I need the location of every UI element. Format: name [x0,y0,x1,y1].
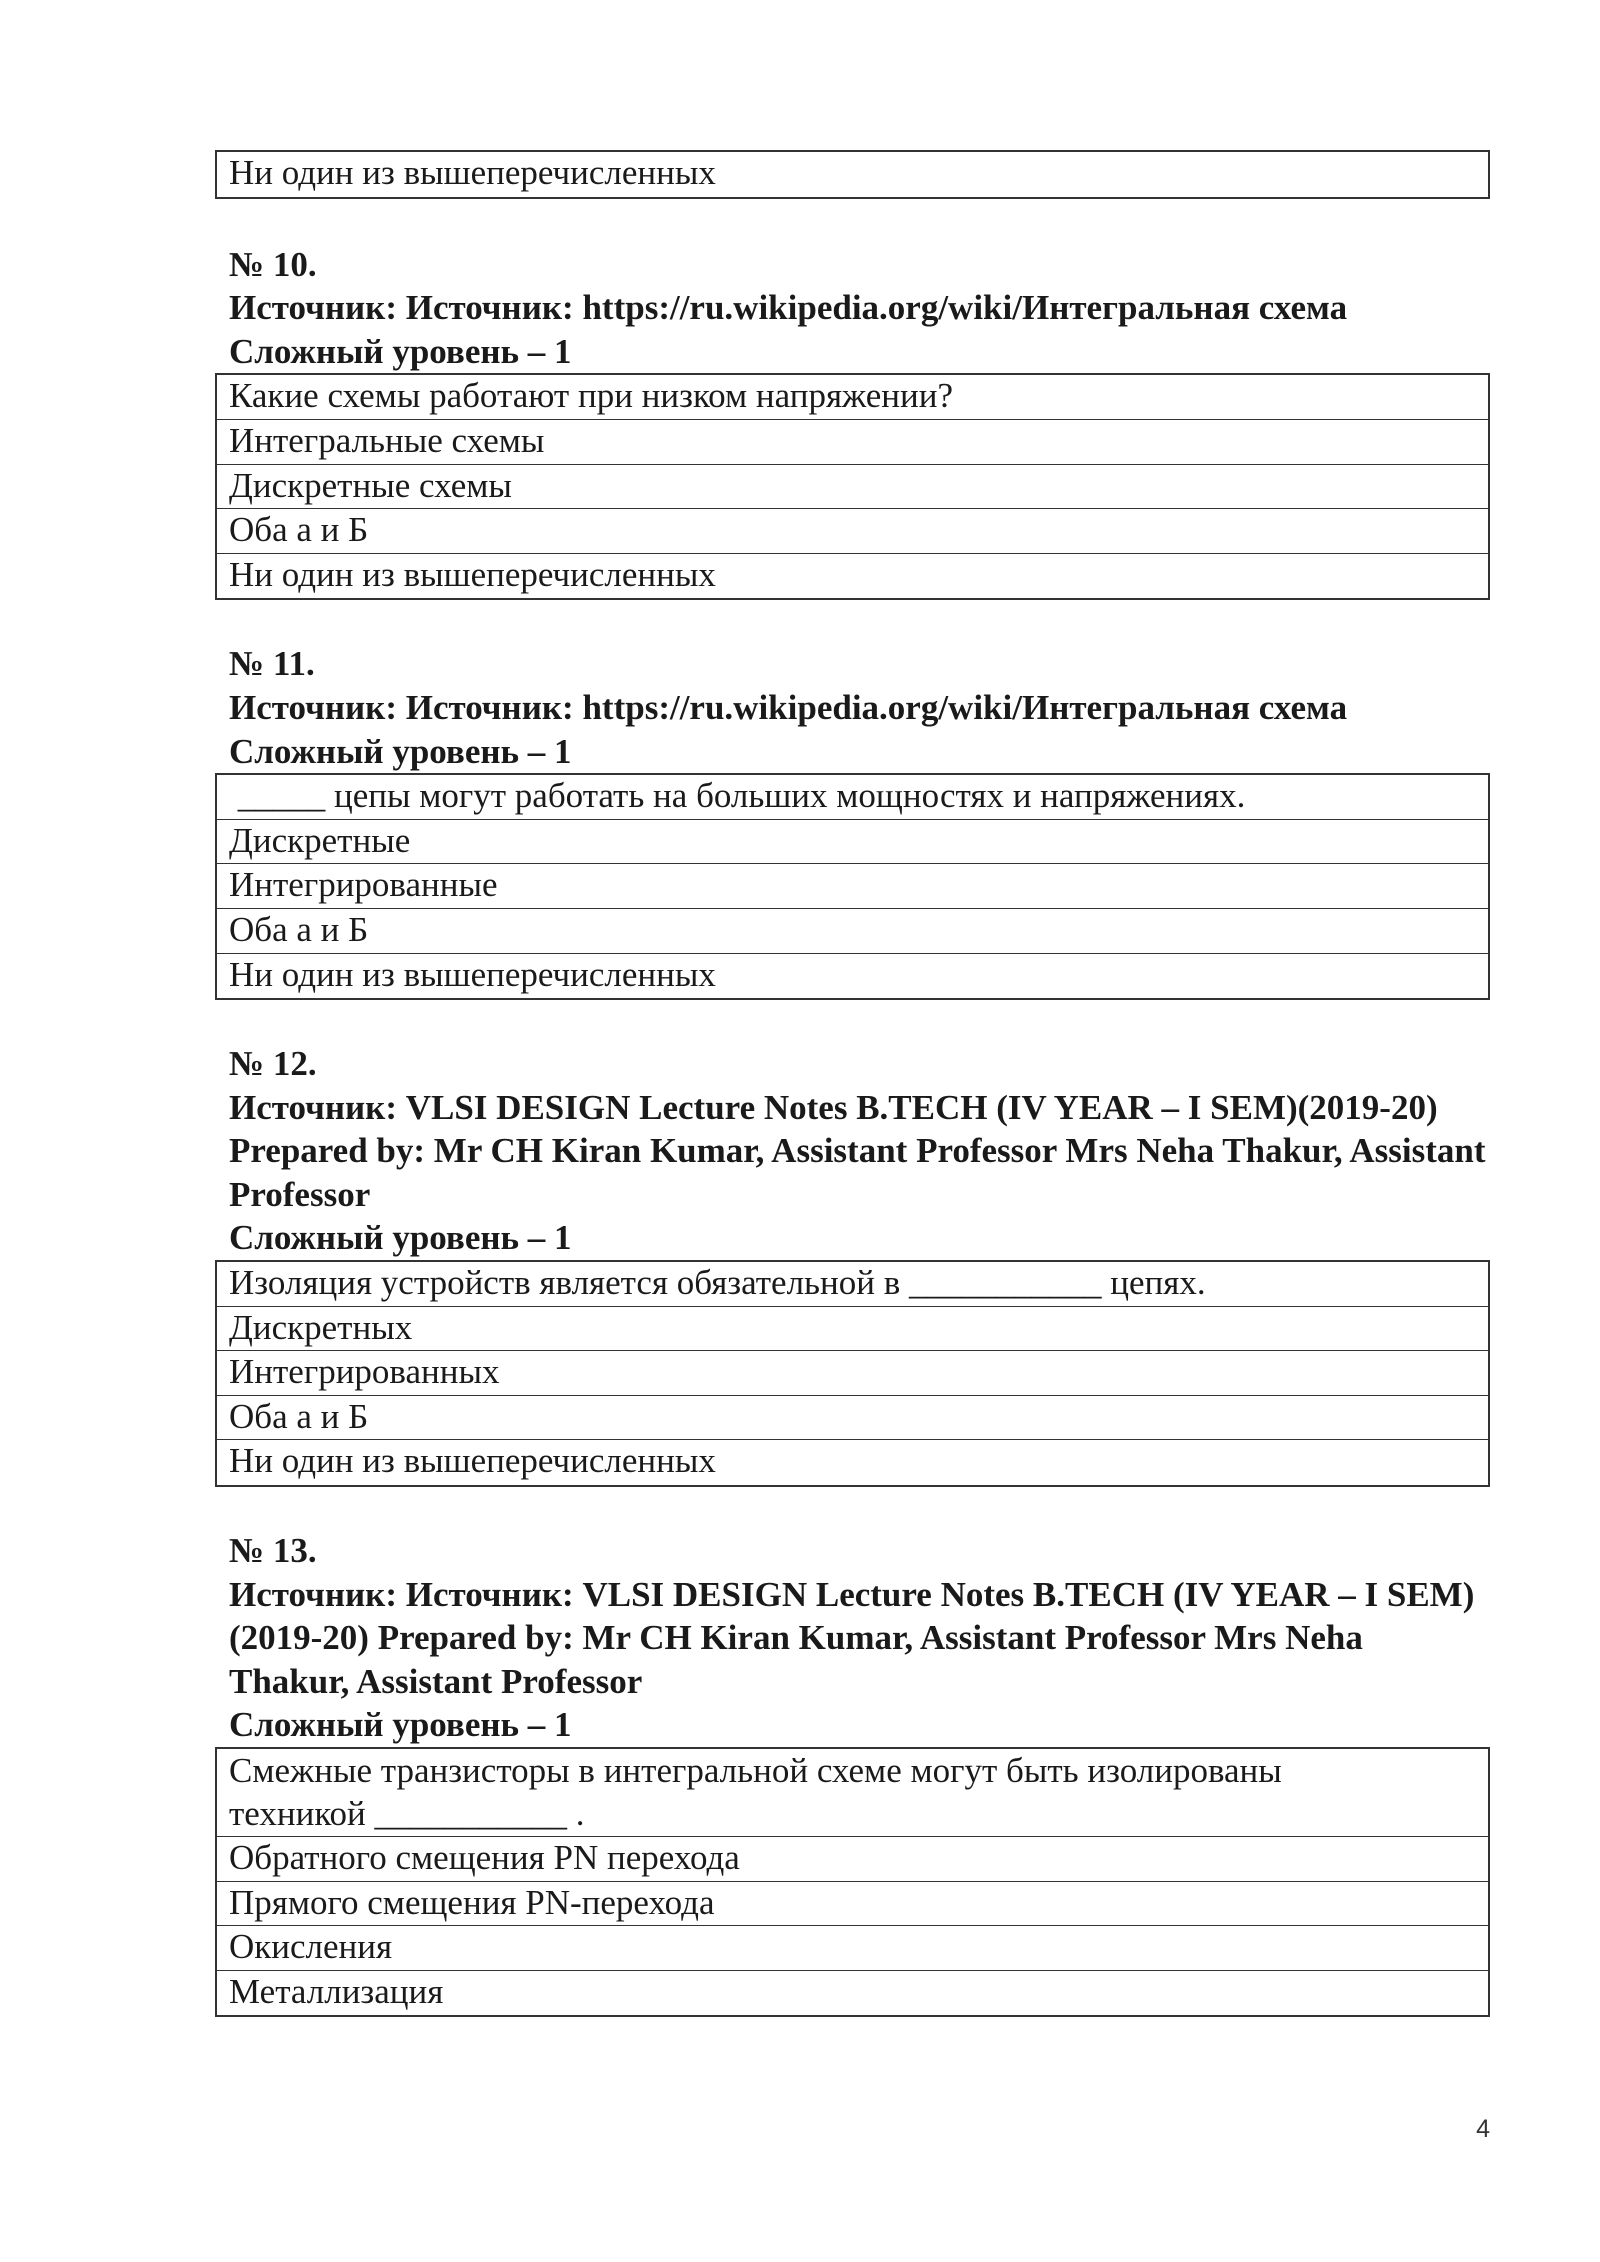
question-heading [215,642,1490,773]
question-heading [215,1529,1490,1747]
question-13 [215,1529,1490,2017]
question-heading [215,243,1490,374]
page-content [215,150,1490,2017]
question-source: Источник: Источник: https://ru.wikipedia.org/wiki/Интегральная схема [229,687,1348,727]
question-prompt: Изоляция устройств является обязательной в ___________ цепях. [217,1262,1488,1307]
question-level: Сложный уровень – 1 [229,1705,572,1745]
answer-option: Оба а и Б [217,1396,1488,1441]
question-source: Источник: Источник: VLSI DESIGN Lecture Notes B.TECH (IV YEAR – I SEM)(2019-20) Prepared by: Mr CH Kiran Kumar, Assistant Professor Mrs Neha Thakur, Assistant Professor [229,1574,1475,1701]
answer-option: Окисления [217,1926,1488,1971]
answer-option: Интегрированные [217,864,1488,909]
answer-option: Металлизация [229,1971,444,2011]
page-number: 4 [1476,2115,1490,2143]
question-number: № 12. [229,1044,317,1084]
answer-option: Оба а и Б [217,509,1488,554]
question-source: Источник: VLSI DESIGN Lecture Notes B.TECH (IV YEAR – I SEM)(2019-20) Prepared by: Mr CH Kiran Kumar, Assistant Professor Mrs Neha Thakur, Assistant Professor [229,1087,1486,1214]
answer-option: Ни один из вышеперечисленных [229,554,716,594]
answer-table [215,1747,1490,2017]
question-level: Сложный уровень – 1 [229,731,572,771]
question-heading [215,1042,1490,1260]
answer-option: Ни один из вышеперечисленных [229,954,716,994]
answer-option: Интегрированных [217,1351,1488,1396]
question-prompt: Какие схемы работают при низком напряжении? [217,375,1488,420]
answer-table [215,1260,1490,1487]
answer-table-previous [215,150,1490,199]
question-number: № 10. [229,244,317,284]
answer-option: Ни один из вышеперечисленных [229,1441,716,1481]
question-10 [215,243,1490,601]
question-11 [215,642,1490,1000]
answer-option: Прямого смещения PN-перехода [217,1882,1488,1927]
answer-option: Оба а и Б [217,909,1488,954]
answer-table [215,373,1490,600]
answer-option: Дискретные [217,820,1488,865]
question-prompt: _____ цепы могут работать на больших мощностях и напряжениях. [217,775,1488,820]
question-number: № 13. [229,1531,317,1571]
answer-option: Обратного смещения PN перехода [217,1837,1488,1882]
answer-option: Дискретные схемы [217,465,1488,510]
answer-option: Ни один из вышеперечисленных [229,153,716,192]
question-12 [215,1042,1490,1487]
answer-option: Интегральные схемы [217,420,1488,465]
question-level: Сложный уровень – 1 [229,331,572,371]
question-source: Источник: Источник: https://ru.wikipedia.org/wiki/Интегральная схема [229,288,1348,328]
question-prompt: Смежные транзисторы в интегральной схеме могут быть изолированы техникой ___________ . [217,1749,1488,1837]
answer-table [215,773,1490,1000]
question-level: Сложный уровень – 1 [229,1218,572,1258]
question-number: № 11. [229,644,315,684]
answer-option: Дискретных [217,1307,1488,1352]
